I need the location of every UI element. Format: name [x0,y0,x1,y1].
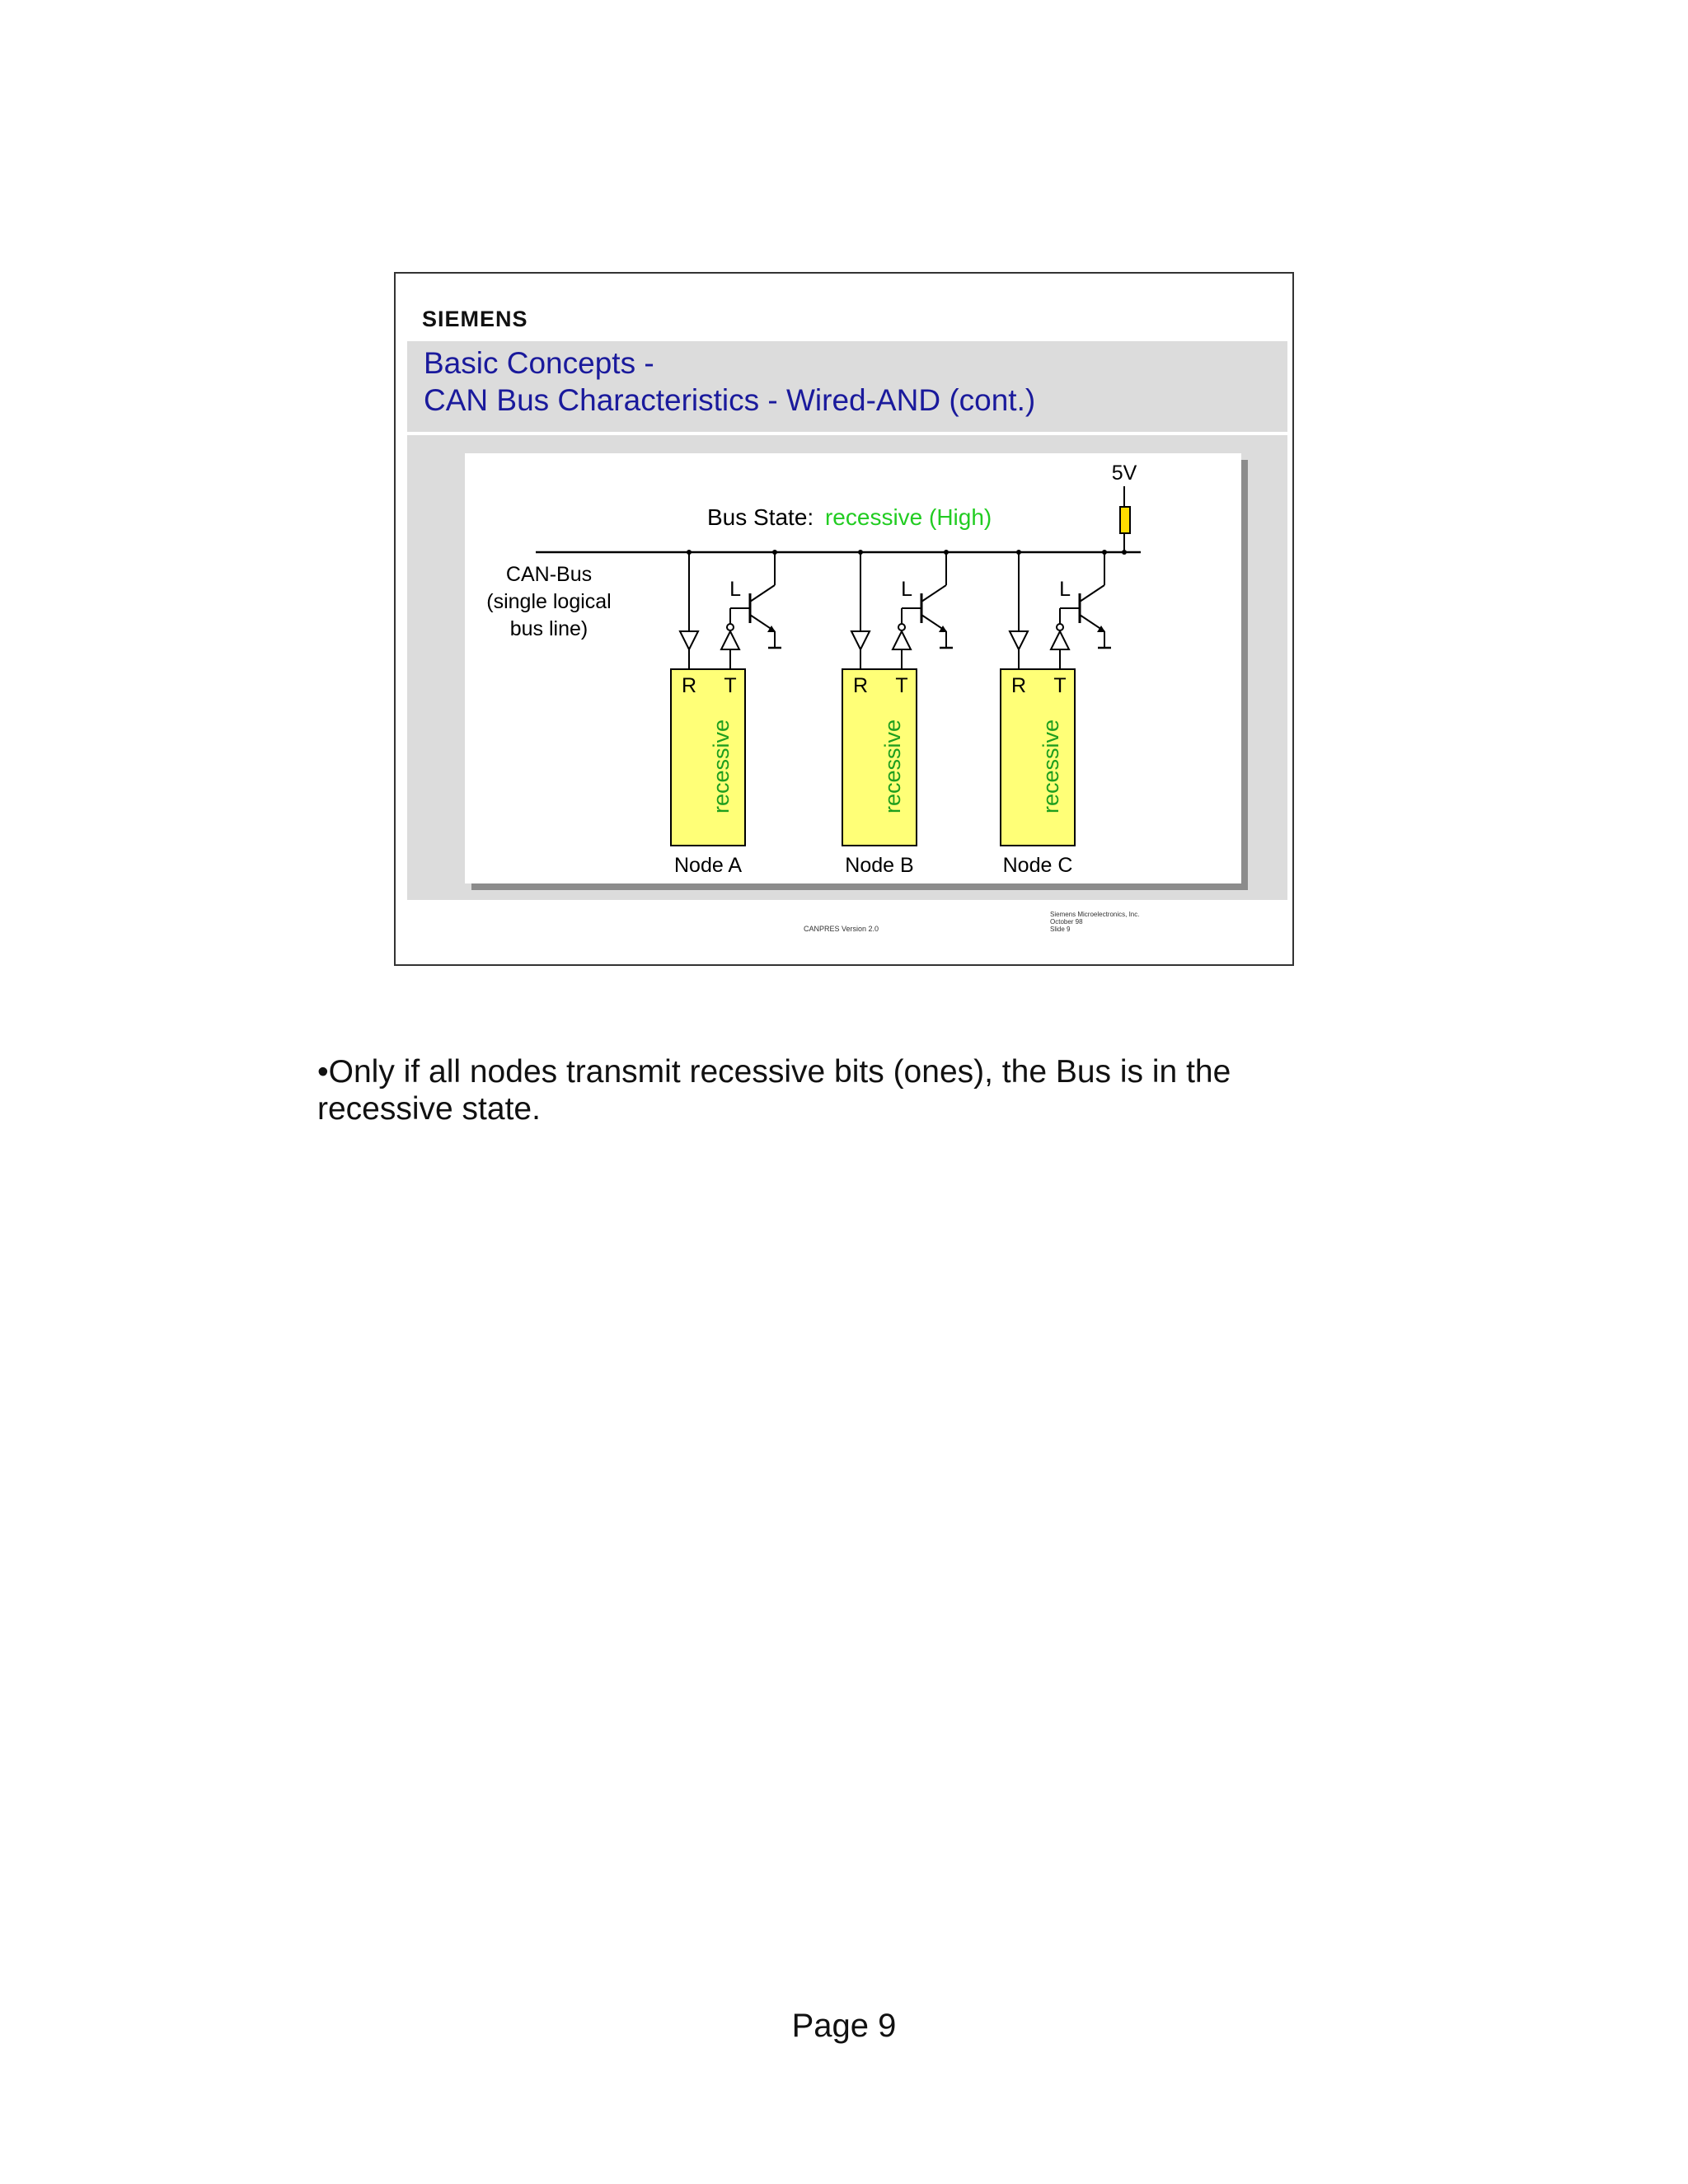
bus-junction [1122,550,1127,555]
footer-date-line: October 98 [1050,918,1083,926]
footer-company [1050,911,1139,933]
bus-state-label [707,504,992,530]
node-state-label: recessive [1039,719,1063,814]
receiver-buffer-icon [851,631,870,649]
node-name-label: Node A [673,854,743,877]
node-c-group [1001,550,1127,877]
content-band [407,435,1287,900]
inverter-bubble [727,624,734,630]
circuit-svg [465,453,1241,883]
footer-slide-line: Slide 9 [1050,926,1071,933]
receiver-label: R [852,674,869,697]
slide-title-line2: CAN Bus Characteristics - Wired-AND (cont.) [424,383,1036,417]
transmitter-inverter-icon [721,631,739,649]
node-a-group [671,550,781,877]
transistor-collector [750,585,775,602]
bus-state-value: recessive (High) [824,504,992,530]
receiver-label: R [1010,674,1027,697]
supply-label: 5V [1111,462,1137,485]
pullup-resistor [1120,507,1130,533]
bus-label-line3: bus line) [509,617,588,640]
node-state-label: recessive [709,719,734,814]
transmitter-label: T [1053,674,1067,697]
node-state-label: recessive [880,719,905,814]
transistor-label: L [729,578,741,601]
transmitter-inverter-icon [1051,631,1069,649]
node-name-label: Node B [845,854,914,877]
transistor-collector [1080,585,1104,602]
slide-note: •Only if all nodes transmit recessive bits (ones), the Bus is in the recessive state. [317,1054,1231,1127]
siemens-logo: SIEMENS [422,307,528,331]
transistor-label: L [901,578,912,601]
transmitter-label: T [724,674,737,697]
node-name-label: Node C [1002,854,1073,877]
bus-label-line2: (single logical [486,590,612,613]
footer-version: CANPRES Version 2.0 [804,925,879,933]
bus-label-line1: CAN-Bus [505,563,593,586]
transmitter-inverter-icon [893,631,911,649]
slide-frame [394,272,1294,966]
inverter-bubble [898,624,905,630]
receiver-label: R [681,674,697,697]
node-b-group [842,550,953,877]
title-band [407,341,1287,432]
footer-company-line: Siemens Microelectronics, Inc. [1050,911,1140,918]
transmitter-label: T [895,674,908,697]
transistor-label: L [1059,578,1071,601]
bus-state-prefix: Bus State: [707,504,814,530]
receiver-buffer-icon [680,631,698,649]
page-number: Page 9 [791,2008,897,2044]
slide-title-line1: Basic Concepts - [424,346,654,380]
receiver-buffer-icon [1010,631,1028,649]
inverter-bubble [1057,624,1063,630]
wired-and-diagram [465,453,1241,883]
transistor-collector [921,585,946,602]
